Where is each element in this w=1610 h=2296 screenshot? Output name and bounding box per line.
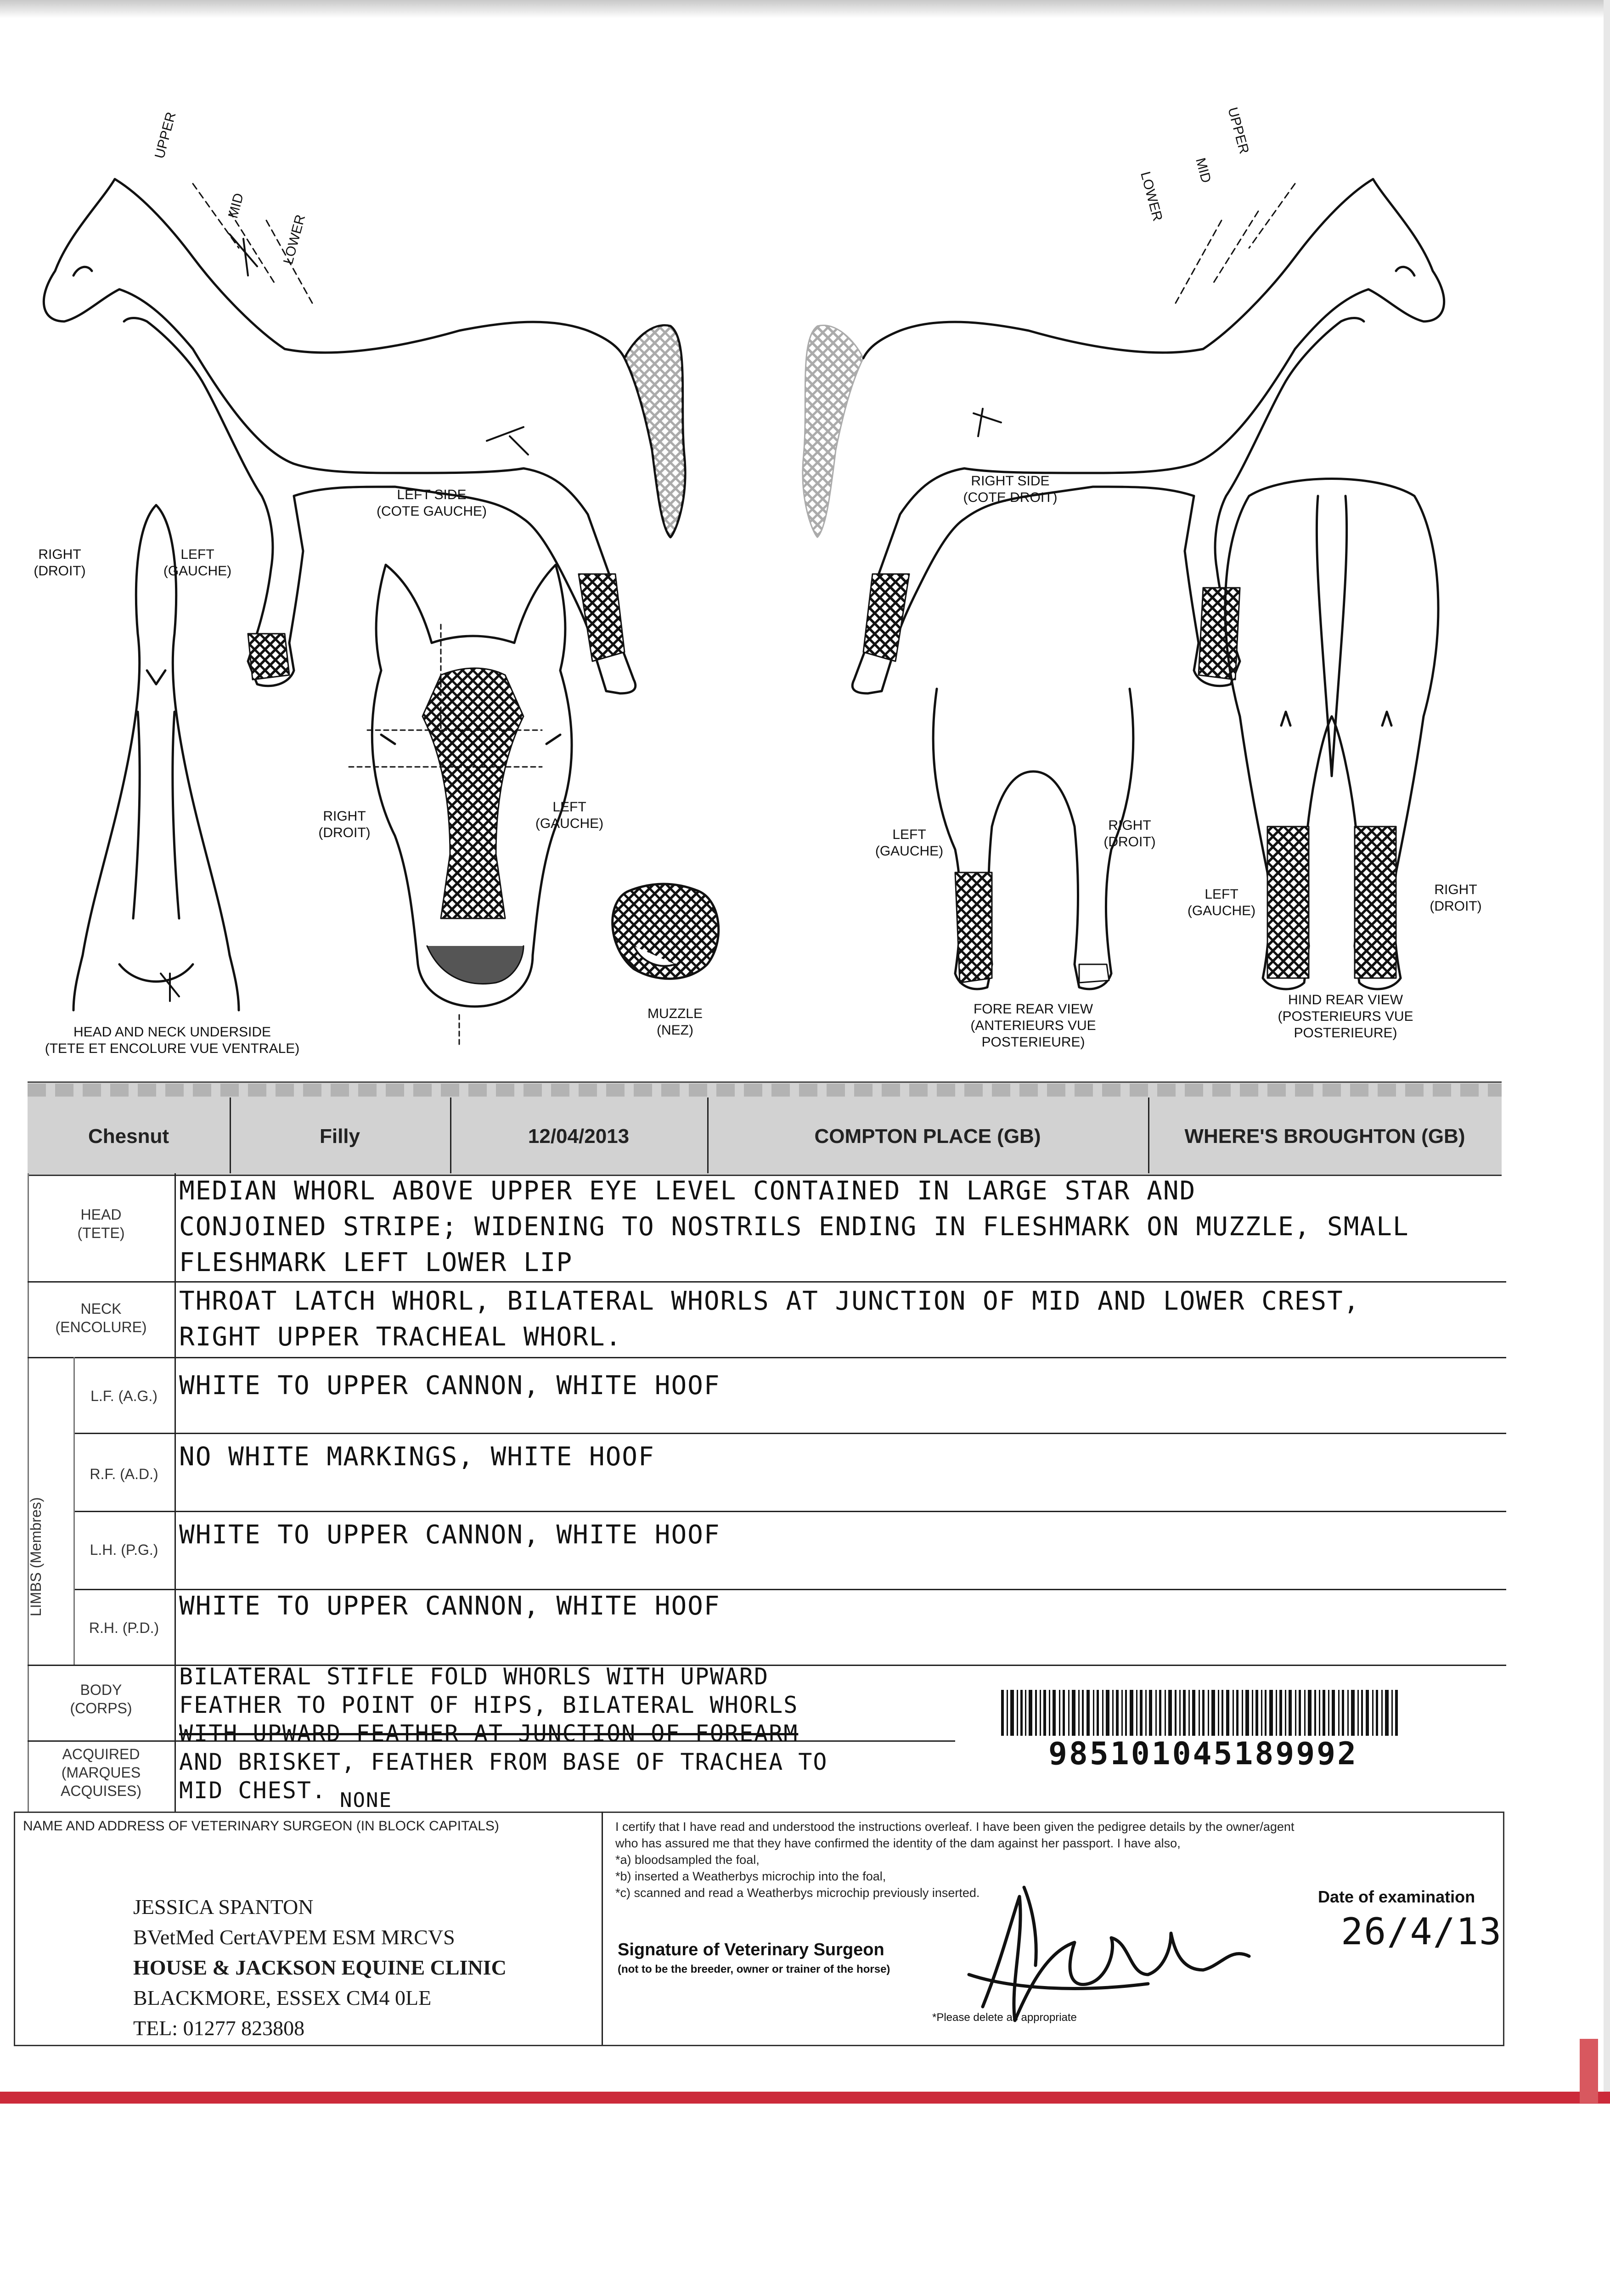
- hind-rear-caption-line2: (POSTERIEURS VUE: [1278, 1009, 1413, 1024]
- hind-right-line1: RIGHT: [1434, 882, 1477, 897]
- hdr-divider: [450, 1097, 451, 1173]
- head-row-label: [28, 1205, 175, 1242]
- neck-marking-text: [179, 1283, 1502, 1355]
- vet-signature: [955, 1869, 1286, 2034]
- acquired-row-label: [28, 1745, 175, 1800]
- signature-label: Signature of Veterinary Surgeon: [618, 1940, 884, 1959]
- fore-left-line1: LEFT: [892, 827, 926, 842]
- left-side-label-line2: (COTE GAUCHE): [377, 504, 487, 519]
- hdr-divider: [707, 1097, 709, 1173]
- head-left-line1: LEFT: [552, 799, 586, 815]
- underside-right-line2: (DROIT): [34, 563, 86, 579]
- certify-line1: I certify that I have read and understood the instructions overleaf. I have been given the pedigree details by the owner/agent: [615, 1820, 1295, 1834]
- row-divider: [73, 1433, 1506, 1434]
- hind-right-line2: (DROIT): [1430, 899, 1482, 914]
- right-side-label-line1: RIGHT SIDE: [971, 473, 1050, 489]
- body-row-label: [28, 1681, 175, 1717]
- vet-telephone: TEL: 01277 823808: [133, 2016, 305, 2040]
- underside-left-line1: LEFT: [180, 547, 214, 562]
- fore-left-label: [863, 827, 955, 860]
- body-text-line5: MID CHEST.: [179, 1777, 327, 1804]
- passport-cover-shade: [1580, 2039, 1598, 2103]
- rf-row-label: R.F. (A.D.): [90, 1466, 158, 1482]
- hind-left-line2: (GAUCHE): [1187, 903, 1256, 918]
- fore-rear-caption-line1: FORE REAR VIEW: [973, 1002, 1093, 1017]
- table-label-divider: [175, 1173, 176, 1812]
- right-side-horse: [803, 179, 1444, 693]
- body-text-line3: WITH UPWARD FEATHER AT JUNCTION OF FOREARM: [179, 1720, 799, 1747]
- fore-rear-caption-line2: (ANTERIEURS VUE: [970, 1018, 1096, 1033]
- mid-label-left: MID: [225, 191, 247, 220]
- left-side-horse: [44, 179, 685, 693]
- body-label-line1: BODY: [80, 1682, 122, 1698]
- fore-right-line2: (DROIT): [1103, 834, 1156, 850]
- sex-value: Filly: [230, 1102, 450, 1171]
- head-text-line2: CONJOINED STRIPE; WIDENING TO NOSTRILS ENDING IN FLESHMARK ON MUZZLE, SMALL: [179, 1212, 1409, 1242]
- fore-right-line1: RIGHT: [1108, 818, 1151, 833]
- delete-note: *Please delete as appropriate: [932, 2011, 1077, 2024]
- acquired-label-line1: ACQUIRED: [62, 1746, 140, 1762]
- certify-option-b: *b) inserted a Weatherbys microchip into the foal,: [615, 1869, 886, 1883]
- underside-caption-line1: HEAD AND NECK UNDERSIDE: [73, 1024, 271, 1040]
- head-right-label: [303, 808, 386, 841]
- row-divider: [28, 1281, 1506, 1283]
- lh-marking-text: WHITE TO UPPER CANNON, WHITE HOOF: [179, 1520, 721, 1550]
- head-text-line1: MEDIAN WHORL ABOVE UPPER EYE LEVEL CONTAINED IN LARGE STAR AND: [179, 1176, 1196, 1206]
- lf-row-label: L.F. (A.G.): [90, 1388, 158, 1404]
- vet-name: JESSICA SPANTON: [133, 1895, 314, 1919]
- muzzle-caption-line1: MUZZLE: [647, 1006, 703, 1021]
- head-label-line1: HEAD: [80, 1206, 122, 1223]
- vet-section-divider: [602, 1812, 603, 2045]
- left-side-label-line1: LEFT SIDE: [397, 487, 467, 502]
- vet-qualifications: BVetMed CertAVPEM ESM MRCVS: [133, 1925, 455, 1949]
- body-marking-text: [179, 1662, 960, 1805]
- certify-option-c: *c) scanned and read a Weatherbys microchip previously inserted.: [615, 1886, 980, 1900]
- rf-marking-text: NO WHITE MARKINGS, WHITE HOOF: [179, 1442, 655, 1472]
- muzzle-caption-line2: (NEZ): [657, 1023, 693, 1038]
- exam-date-label: Date of examination: [1318, 1887, 1475, 1906]
- neck-label-line1: NECK: [80, 1300, 122, 1317]
- underside-head-neck: [73, 505, 239, 1010]
- lh-row-label: L.H. (P.G.): [90, 1542, 158, 1558]
- fore-left-line2: (GAUCHE): [875, 844, 944, 859]
- mid-label-right: MID: [1193, 156, 1214, 185]
- hind-left-label: [1176, 886, 1267, 919]
- hdr-divider: [230, 1097, 231, 1173]
- fore-rear-caption-line3: POSTERIEURE): [981, 1035, 1085, 1050]
- row-divider: [73, 1589, 1506, 1590]
- vet-clinic: HOUSE & JACKSON EQUINE CLINIC: [133, 1956, 507, 1979]
- dam-value: WHERE'S BROUGHTON (GB): [1148, 1102, 1502, 1171]
- neck-text-line2: RIGHT UPPER TRACHEAL WHORL.: [179, 1322, 622, 1352]
- body-text-line1: BILATERAL STIFLE FOLD WHORLS WITH UPWARD: [179, 1663, 769, 1690]
- head-right-line1: RIGHT: [323, 809, 366, 824]
- muzzle-view: [613, 884, 719, 979]
- lower-label-left: LOWER: [280, 213, 309, 266]
- right-side-label-line2: (COTE DROIT): [963, 490, 1058, 505]
- fore-rear-caption: [946, 1001, 1120, 1051]
- sire-value: COMPTON PLACE (GB): [707, 1102, 1148, 1171]
- limbs-group-label: LIMBS (Membres): [28, 1497, 44, 1616]
- right-side-label: [928, 473, 1093, 506]
- upper-label-right: UPPER: [1225, 106, 1252, 156]
- acquired-label-line3: ACQUISES): [60, 1783, 142, 1799]
- underside-right-label: [18, 546, 101, 580]
- head-label-line2: (TETE): [77, 1225, 125, 1241]
- colour-value: Chesnut: [28, 1102, 230, 1171]
- exam-date-value: 26/4/13: [1341, 1910, 1503, 1953]
- microchip-number: 985101045189992: [1048, 1736, 1358, 1772]
- head-right-line2: (DROIT): [318, 825, 371, 840]
- neck-label-line2: (ENCOLURE): [55, 1319, 147, 1335]
- hind-rear-caption: [1258, 992, 1433, 1041]
- vet-address: BLACKMORE, ESSEX CM4 0LE: [133, 1986, 432, 2009]
- microchip-barcode: [1001, 1690, 1401, 1736]
- muzzle-caption: [625, 1006, 726, 1039]
- lower-label-right: LOWER: [1137, 170, 1165, 223]
- rh-marking-text: WHITE TO UPPER CANNON, WHITE HOOF: [179, 1591, 721, 1621]
- certify-option-a: *a) bloodsampled the foal,: [615, 1853, 760, 1867]
- hind-rear-caption-line3: POSTERIEURE): [1294, 1025, 1397, 1041]
- acquired-label-line2: (MARQUES: [61, 1764, 141, 1781]
- vet-stamp: [133, 1892, 507, 2043]
- underside-right-line1: RIGHT: [38, 547, 81, 562]
- head-marking-text: [179, 1173, 1502, 1281]
- acquired-marking-text: NONE: [340, 1789, 392, 1812]
- head-neck-underside-caption: [5, 1024, 340, 1057]
- head-left-line2: (GAUCHE): [535, 816, 604, 831]
- left-side-label: [349, 487, 514, 520]
- underside-left-label: [152, 546, 243, 580]
- underside-caption-line2: (TETE ET ENCOLURE VUE VENTRALE): [45, 1041, 300, 1056]
- signature-note: (not to be the breeder, owner or trainer of the horse): [618, 1963, 890, 1975]
- hind-rear-caption-line1: HIND REAR VIEW: [1288, 992, 1403, 1007]
- row-divider: [28, 1357, 1506, 1358]
- hdr-divider: [1148, 1097, 1149, 1173]
- row-divider: [73, 1511, 1506, 1512]
- rh-row-label: R.H. (P.D.): [89, 1620, 159, 1636]
- head-left-label: [524, 799, 615, 832]
- vet-name-heading: NAME AND ADDRESS OF VETERINARY SURGEON (IN BLOCK CAPITALS): [23, 1818, 499, 1834]
- hind-right-label: [1414, 882, 1497, 915]
- header-label-band: [28, 1084, 1502, 1097]
- upper-label-left: UPPER: [152, 110, 179, 160]
- lf-marking-text: WHITE TO UPPER CANNON, WHITE HOOF: [179, 1371, 721, 1401]
- body-label-line2: (CORPS): [70, 1700, 132, 1716]
- hind-left-line1: LEFT: [1205, 887, 1238, 902]
- body-text-line2: FEATHER TO POINT OF HIPS, BILATERAL WHORLS: [179, 1692, 799, 1718]
- body-text-line4: AND BRISKET, FEATHER FROM BASE OF TRACHEA TO: [179, 1749, 828, 1775]
- fore-right-label: [1088, 817, 1171, 850]
- underside-left-line2: (GAUCHE): [163, 563, 232, 579]
- dob-value: 12/04/2013: [450, 1102, 707, 1171]
- neck-text-line1: THROAT LATCH WHORL, BILATERAL WHORLS AT JUNCTION OF MID AND LOWER CREST,: [179, 1286, 1360, 1316]
- head-text-line3: FLESHMARK LEFT LOWER LIP: [179, 1248, 573, 1277]
- neck-row-label: [28, 1300, 175, 1336]
- passport-cover-edge: [0, 2092, 1610, 2104]
- certify-line2: who has assured me that they have confirmed the identity of the dam against her passport. I have also,: [615, 1836, 1181, 1850]
